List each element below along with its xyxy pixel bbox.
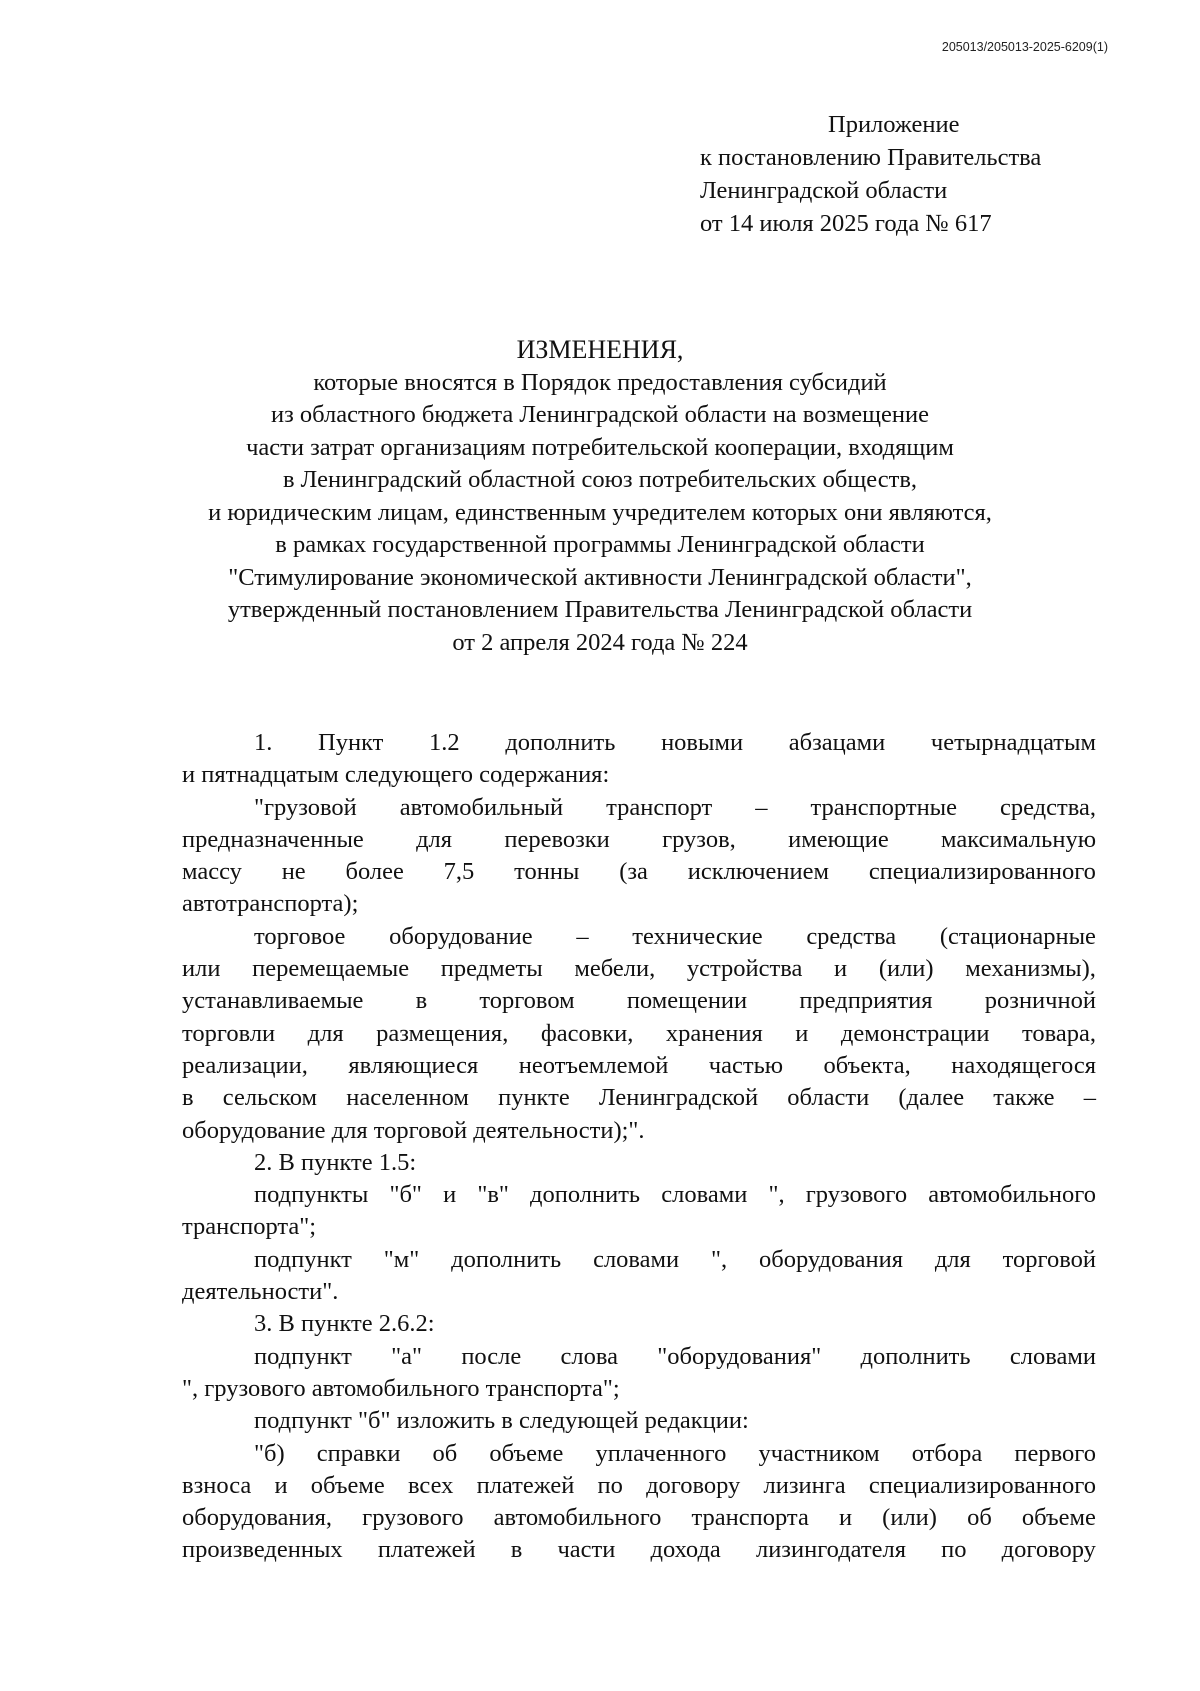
body-line: оборудования, грузового автомобильного транспорта и (или) об объеме [182,1504,1096,1532]
appendix-line: от 14 июля 2025 года № 617 [700,210,992,237]
body-line: подпункты "б" и "в" дополнить словами ", грузового автомобильного [254,1181,1096,1209]
body-line: подпункт "м" дополнить словами ", оборудования для торговой [254,1245,1096,1273]
body-line: 2. В пункте 1.5: [254,1148,417,1176]
document-id: 205013/205013-2025-6209(1) [941,40,1108,54]
body-line: торговли для размещения, фасовки, хранения и демонстрации товара, [182,1019,1096,1047]
body-line: оборудование для торговой деятельности);". [182,1116,645,1144]
title-heading: ИЗМЕНЕНИЯ, [516,335,684,364]
appendix-block [700,108,1041,240]
body-line: автотранспорта); [182,890,359,918]
body-line: или перемещаемые предметы мебели, устройства и (или) механизмы), [182,955,1096,983]
title-line: части затрат организациям потребительской кооперации, входящим [246,433,954,461]
body-line: 1. Пункт 1.2 дополнить новыми абзацами четырнадцатым [254,729,1096,756]
title-line: из областного бюджета Ленинградской области на возмещение [271,401,929,428]
appendix-line: Приложение [828,111,960,138]
body-line: ", грузового автомобильного транспорта"; [182,1374,620,1402]
body-line: транспорта"; [182,1213,317,1241]
body-line: устанавливаемые в торговом помещении предприятия розничной [182,987,1096,1015]
body-line: деятельности". [182,1278,339,1306]
title-line: в Ленинградский областной союз потребительских обществ, [282,466,918,493]
body-line: 3. В пункте 2.6.2: [254,1310,435,1338]
document-title [100,334,1100,659]
title-line: от 2 апреля 2024 года № 224 [452,628,748,656]
title-line: "Стимулирование экономической активности Ленинградской области", [228,563,972,591]
body-line: произведенных платежей в части дохода лизингодателя по договору [182,1536,1096,1564]
appendix-line: Ленинградской области [700,177,948,204]
body-line: предназначенные для перевозки грузов, имеющие максимальную [182,825,1096,853]
title-line: и юридическим лицам, единственным учредителем которых они являются, [208,498,992,526]
title-line: которые вносятся в Порядок предоставления субсидий [313,368,887,396]
appendix-line: к постановлению Правительства [700,144,1042,171]
body-line: подпункт "а" после слова "оборудования" дополнить словами [254,1342,1096,1370]
body-line: в сельском населенном пункте Ленинградской области (далее также – [182,1084,1096,1112]
body-line: и пятнадцатым следующего содержания: [182,761,610,789]
body-line: реализации, являющиеся неотъемлемой частью объекта, находящегося [182,1051,1096,1079]
body-line: подпункт "б" изложить в следующей редакции: [254,1407,749,1435]
body-line: торговое оборудование – технические средства (стационарные [254,922,1096,950]
title-line: в рамках государственной программы Ленинградской области [275,531,925,558]
document-body [182,727,1096,1567]
body-line: массу не более 7,5 тонны (за исключением специализированного [182,858,1096,886]
title-line: утвержденный постановлением Правительства Ленинградской области [227,596,973,623]
body-line: взноса и объеме всех платежей по договору лизинга специализированного [182,1471,1096,1499]
body-line: "б) справки об объеме уплаченного участником отбора первого [254,1439,1096,1467]
body-line: "грузовой автомобильный транспорт – транспортные средства, [254,793,1096,821]
